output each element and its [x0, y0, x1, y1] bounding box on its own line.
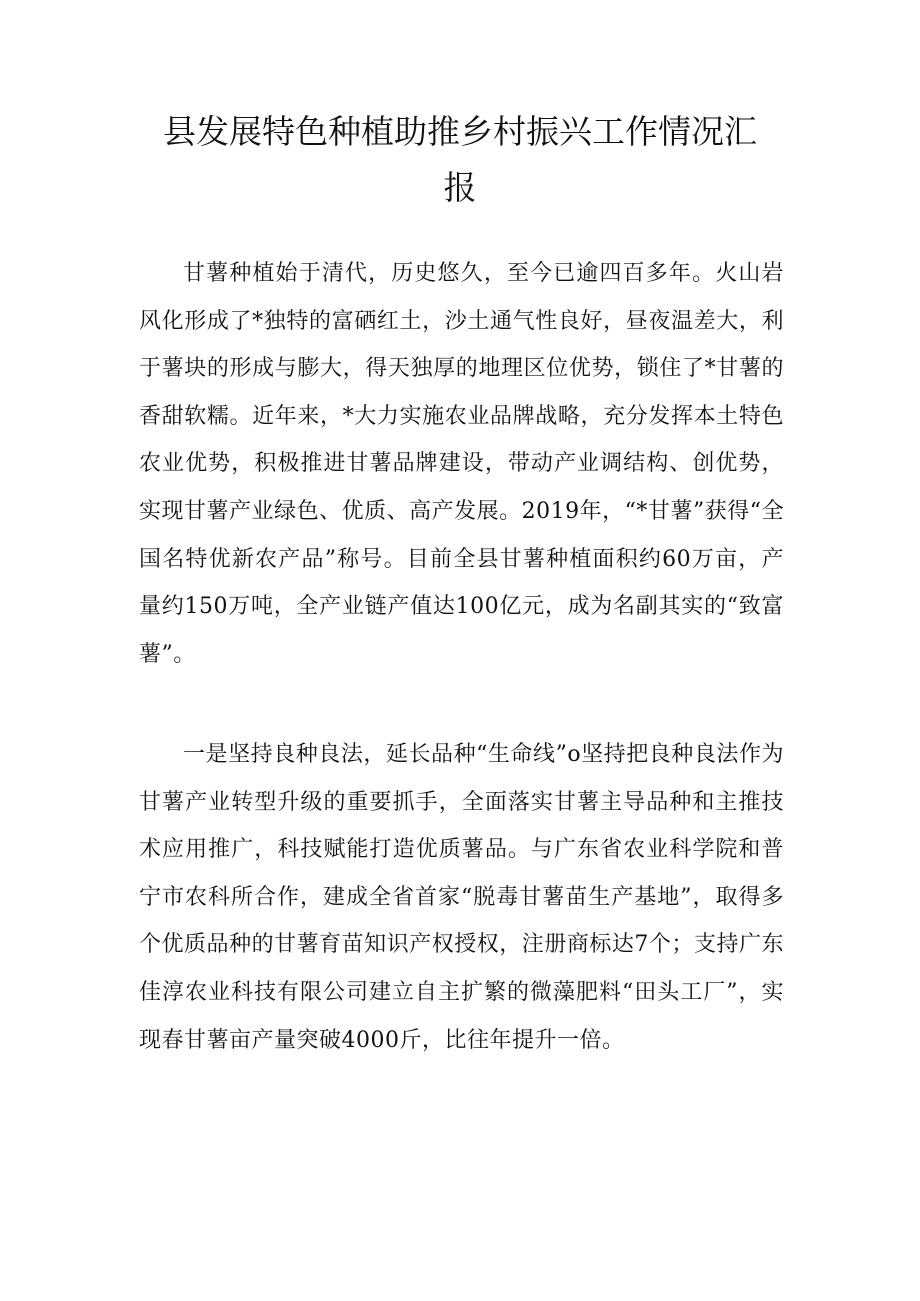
document-title: 县发展特色种植助推乡村振兴工作情况汇报: [163, 112, 757, 207]
paragraph-intro: 甘薯种植始于清代，历史悠久，至今已逾四百多年。火山岩风化形成了*独特的富硒红土，沙土通气性良好，昼夜温差大，利于薯块的形成与膨大，得天独厚的地理区位优势，锁住了*甘薯的香甜软糯。近年来，*大力实施农业品牌战略，充分发挥本土特色农业优势，积极推进甘薯品牌建设，带动产业调结构、创优势，实现甘薯产业绿色、优质、高产发展。2019年，“*甘薯”获得“全国名特优新农产品”称号。目前全县甘薯种植面积约60万亩，产量约150万吨，全产业链产值达100亿元，成为名副其实的“致富薯”。: [139, 261, 784, 667]
paragraph-good-varieties: 一是坚持良种良法，延长品种“生命线”o坚持把良种良法作为甘薯产业转型升级的重要抓手，全面落实甘薯主导品种和主推技术应用推广，科技赋能打造优质薯品。与广东省农业科学院和普宁市农科所合作，建成全省首家“脱毒甘薯苗生产基地”，取得多个优质品种的甘薯育苗知识产权授权，注册商标达7个；支持广东佳淳农业科技有限公司建立自主扩繁的微藻肥料“田头工厂”，实现春甘薯亩产量突破4000斤，比往年提升一倍。: [139, 742, 784, 1053]
